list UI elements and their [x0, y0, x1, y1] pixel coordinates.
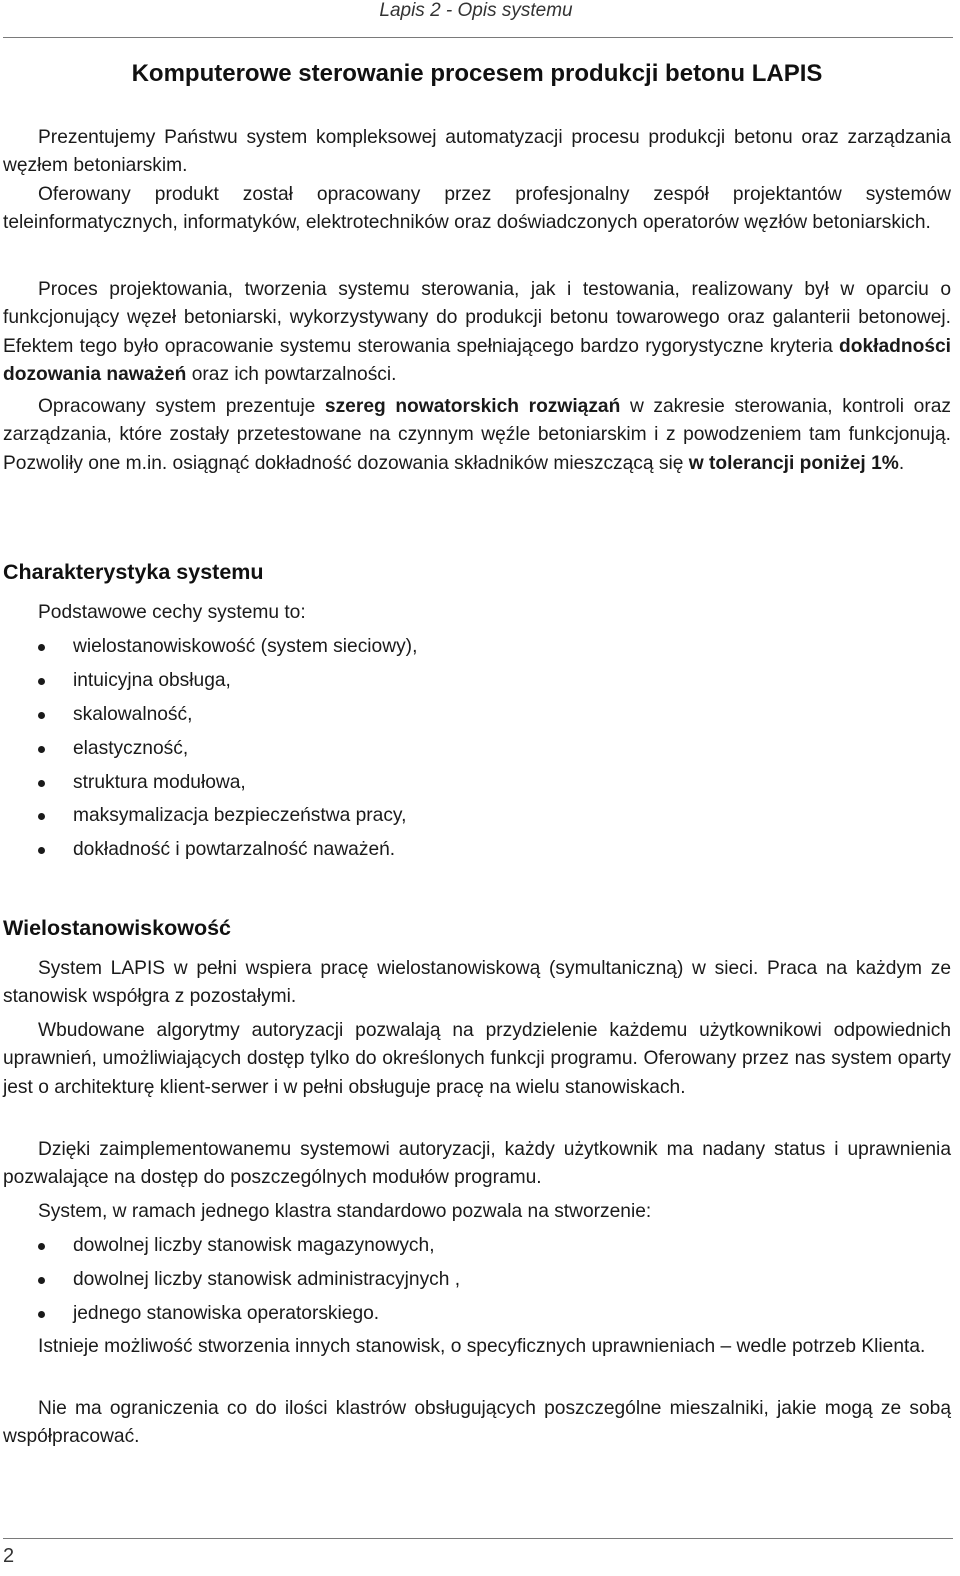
- bullet-icon: [38, 678, 45, 685]
- list-item: [0, 836, 900, 870]
- document-title: Komputerowe sterowanie procesem produkcji betonu LAPIS: [131, 60, 823, 87]
- running-header-title: Lapis 2 - Opis systemu: [379, 0, 573, 21]
- footer-rule: [3, 1538, 953, 1539]
- list-item-text: maksymalizacja bezpieczeństwa pracy,: [73, 805, 407, 827]
- process-text-1: Proces projektowania, tworzenia systemu sterowania, jak i testowania, realizowany był w oparciu o funkcjonujący węzeł betoniarski, wykorzystywany do produkcji betonu towarowego oraz galanterii betonowej. Efektem tego było opracowanie systemu sterowania spełniającego bardzo rygorystyczne kryteria: [3, 279, 951, 357]
- multistation-paragraph-1: System LAPIS w pełni wspiera pracę wielostanowiskową (symultaniczną) w sieci. Praca na każdym ze stanowisk współgra z pozostałymi.: [3, 958, 951, 1008]
- list-item-text: dokładność i powtarzalność naważeń.: [73, 839, 396, 861]
- section-heading-multistation: Wielostanowiskowość: [3, 916, 231, 940]
- list-item: [0, 1300, 900, 1334]
- list-item-text: dowolnej liczby stanowisk administracyjnych ,: [73, 1268, 461, 1290]
- multistation-paragraph-3-block: [3, 1136, 951, 1193]
- characteristics-list: [0, 633, 900, 870]
- list-item-text: elastyczność,: [73, 737, 189, 759]
- process-bold-1: dokładności dozowania naważeń: [3, 335, 951, 385]
- solutions-bold-1: szereg nowatorskich rozwiązań: [324, 396, 621, 417]
- list-item-text: dowolnej liczby stanowisk magazynowych,: [73, 1235, 435, 1256]
- bullet-icon: [38, 1311, 45, 1318]
- multistation-paragraph-2-block: [3, 1017, 951, 1102]
- bullet-icon: [38, 1243, 45, 1250]
- bullet-icon: [38, 813, 45, 820]
- multistation-paragraph-4-block: [3, 1333, 951, 1361]
- intro-paragraph-2: Oferowany produkt został opracowany przez profesjonalny zespół projektantów systemów teleinformatycznych, informatyków, elektrotechników oraz doświadczonych operatorów węzłów betoniarskich.: [3, 183, 951, 233]
- list-item: [0, 1266, 900, 1300]
- bullet-icon: [38, 1277, 45, 1284]
- running-header: [0, 0, 952, 24]
- multistation-lead: System, w ramach jednego klastra standardowo pozwala na stworzenie:: [38, 1201, 652, 1222]
- list-item: [0, 802, 900, 836]
- bullet-icon: [38, 644, 45, 651]
- bullet-icon: [38, 712, 45, 719]
- intro-section: [3, 124, 951, 237]
- solutions-paragraph: [3, 393, 951, 478]
- header-rule: [3, 37, 953, 38]
- bullet-icon: [38, 780, 45, 787]
- section-heading-characteristics: Charakterystyka systemu: [3, 560, 264, 584]
- multistation-paragraph-1-block: [3, 955, 951, 1012]
- solutions-text-3: .: [898, 452, 905, 474]
- bullet-icon: [38, 746, 45, 753]
- multistation-paragraph-5-block: [3, 1395, 951, 1452]
- list-item: [0, 735, 900, 769]
- multistation-list: [0, 1232, 900, 1334]
- list-item-text: wielostanowiskowość (system sieciowy),: [73, 636, 418, 657]
- list-item: [0, 1232, 900, 1266]
- list-item-text: intuicyjna obsługa,: [73, 669, 231, 691]
- process-section: [3, 276, 951, 389]
- process-paragraph: [3, 276, 951, 389]
- multistation-paragraph-5: Nie ma ograniczenia co do ilości klastrów obsługujących poszczególne mieszalniki, jakie mogą ze sobą współpracować.: [3, 1398, 951, 1448]
- list-item: [0, 701, 900, 735]
- multistation-paragraph-3: Dzięki zaimplementowanemu systemowi autoryzacji, każdy użytkownik ma nadany status i uprawnienia pozwalające na dostęp do poszczególnych modułów programu.: [3, 1139, 951, 1189]
- bullet-icon: [38, 847, 45, 854]
- list-item: [0, 667, 900, 701]
- process-text-2: oraz ich powtarzalności.: [186, 363, 397, 385]
- solutions-text-1: Opracowany system prezentuje: [38, 396, 325, 417]
- multistation-paragraph-2: Wbudowane algorytmy autoryzacji pozwalają na przydzielenie każdemu użytkownikowi odpowiednich uprawnień, umożliwiających dostęp tylko do określonych funkcji programu. Oferowany przez nas system oparty jest o architekturę klient-serwer i w pełni obsługuje pracę na wielu stanowiskach.: [3, 1020, 951, 1098]
- list-item-text: struktura modułowa,: [73, 771, 246, 793]
- list-item-text: jednego stanowiska operatorskiego.: [73, 1302, 380, 1324]
- intro-paragraph-1: Prezentujemy Państwu system kompleksowej automatyzacji procesu produkcji betonu oraz zarządzania węzłem betoniarskim.: [3, 127, 951, 177]
- list-item: [0, 769, 900, 803]
- solutions-text-2: w zakresie sterowania, kontroli oraz zarządzania, które zostały przetestowane na czynnym węźle betoniarskim i z powodzeniem tam funkcjonują. Pozwoliły one m.in. osiągnąć dokładność dozowania składników mieszczącą się: [3, 396, 951, 474]
- characteristics-lead: Podstawowe cechy systemu to:: [38, 602, 306, 623]
- solutions-bold-2: w tolerancji poniżej 1%: [688, 452, 899, 474]
- list-item-text: skalowalność,: [73, 703, 193, 725]
- solutions-section: [3, 393, 951, 478]
- list-item: [0, 633, 900, 667]
- page-number: 2: [3, 1545, 15, 1567]
- multistation-paragraph-4: Istnieje możliwość stworzenia innych stanowisk, o specyficznych uprawnieniach – wedle potrzeb Klienta.: [38, 1336, 926, 1357]
